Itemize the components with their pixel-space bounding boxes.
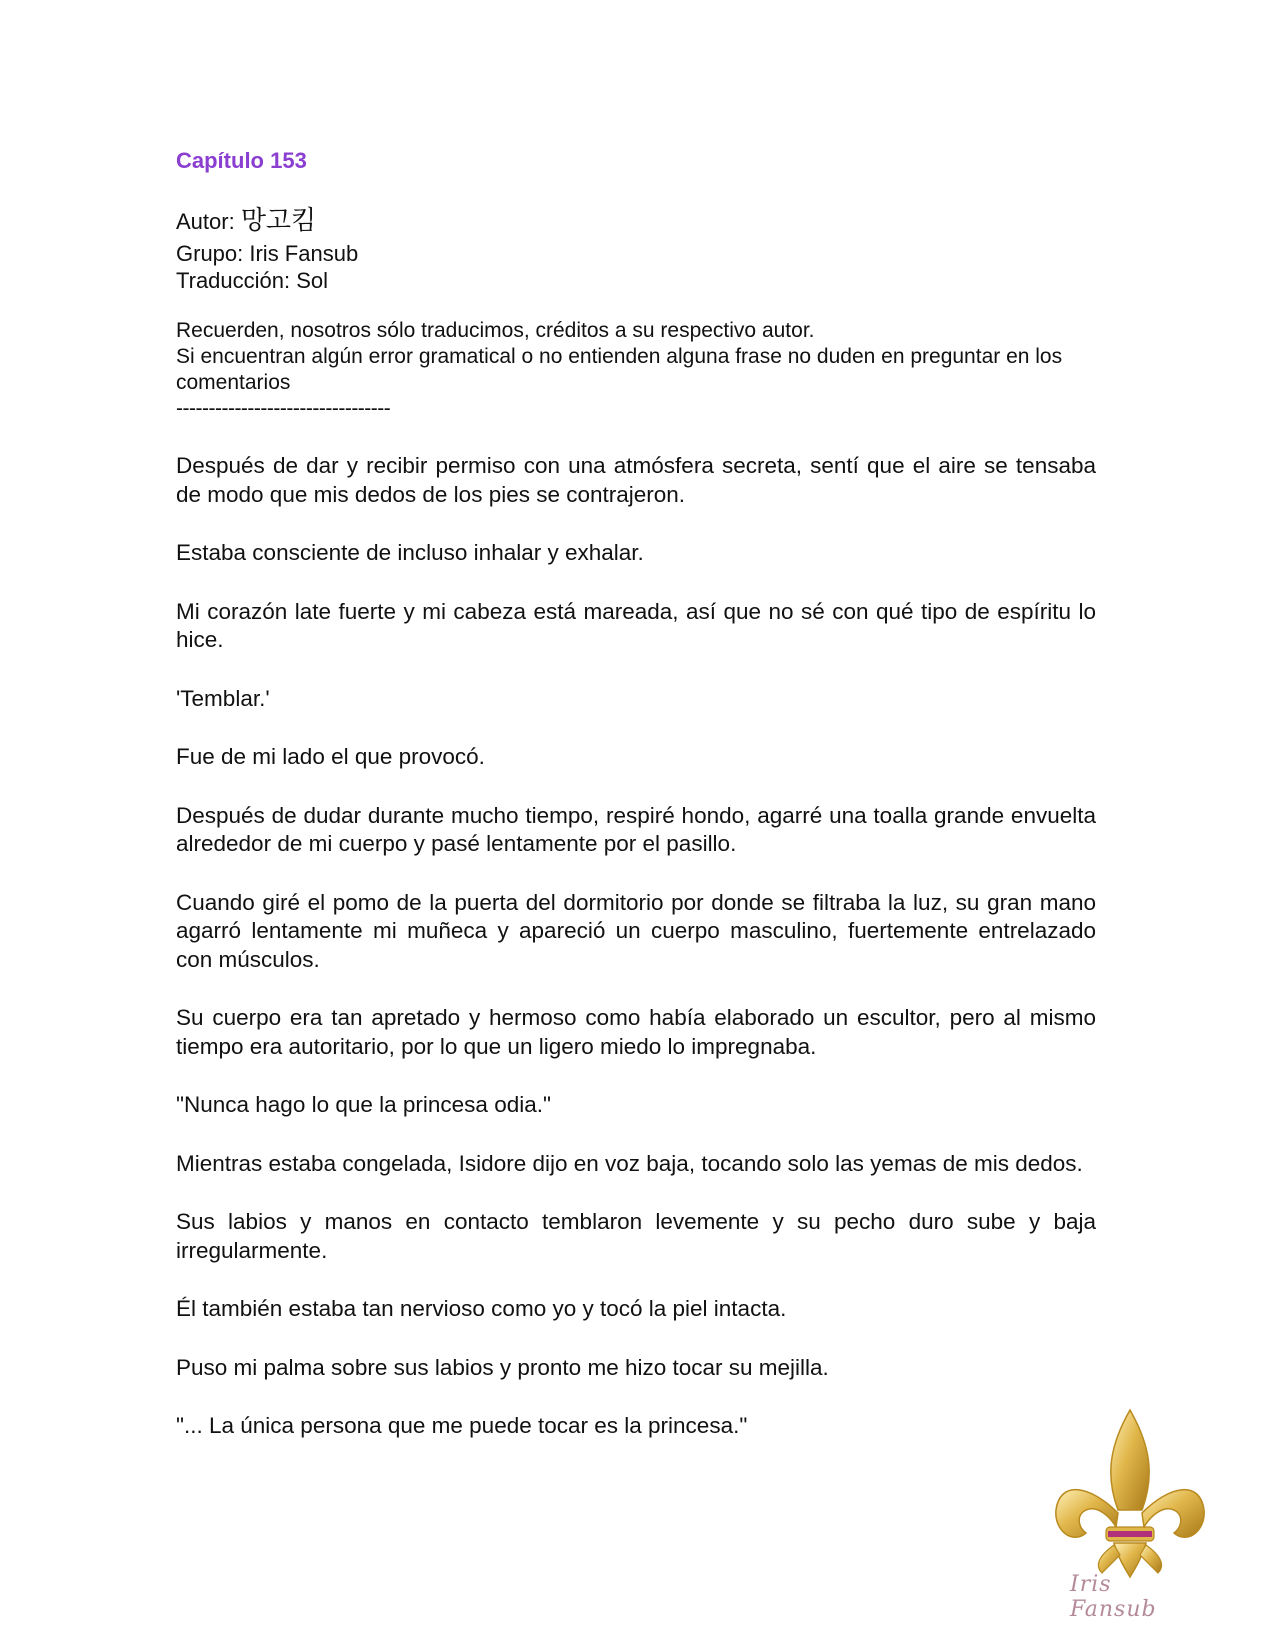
chapter-title: Capítulo 153	[176, 148, 307, 173]
paragraph: Él también estaba tan nervioso como yo y tocó la piel intacta.	[176, 1296, 787, 1321]
translation-line: Traducción: Sol	[176, 268, 329, 293]
paragraph: Su cuerpo era tan apretado y hermoso como había elaborado un escultor, pero al mismo tiempo era autoritario, por lo que un ligero miedo lo impregnaba.	[176, 1005, 1096, 1059]
center-petal	[1111, 1410, 1149, 1510]
paragraph: Después de dudar durante mucho tiempo, respiré hondo, agarré una toalla grande envuelta alrededor de mi cuerpo y pasé lentamente por el pasillo.	[176, 802, 1096, 856]
band-inner	[1108, 1531, 1152, 1537]
paragraph: Estaba consciente de incluso inhalar y exhalar.	[176, 540, 644, 565]
author-label: Autor:	[176, 209, 241, 234]
note-line-1: Recuerden, nosotros sólo traducimos, créditos a su respectivo autor.	[176, 319, 815, 342]
paragraph: Mi corazón late fuerte y mi cabeza está mareada, así que no sé con qué tipo de espíritu lo hice.	[176, 598, 1096, 652]
lower-left-curl	[1098, 1545, 1120, 1573]
author-name: 망고킴	[240, 205, 317, 235]
paragraph: Después de dar y recibir permiso con una atmósfera secreta, sentí que el aire se tensaba de modo que mis dedos de los pies se contrajeron.	[176, 453, 1096, 507]
text-divider: ---------------------------------	[176, 397, 391, 420]
lower-right-curl	[1140, 1545, 1162, 1573]
translator-notes	[176, 318, 1096, 422]
paragraph: Mientras estaba congelada, Isidore dijo en voz baja, tocando solo las yemas de mis dedos.	[176, 1150, 1083, 1176]
paragraph: "... La única persona que me puede tocar es la princesa."	[176, 1413, 748, 1438]
paragraph: Puso mi palma sobre sus labios y pronto me hizo tocar su mejilla.	[176, 1354, 829, 1380]
paragraph: Sus labios y manos en contacto temblaron levemente y su pecho duro sube y baja irregularmente.	[176, 1209, 1096, 1263]
document-content	[176, 146, 1096, 1471]
paragraph: Fue de mi lado el que provocó.	[176, 744, 485, 769]
paragraph: "Nunca hago lo que la princesa odia."	[176, 1092, 551, 1117]
paragraph: Cuando giré el pomo de la puerta del dormitorio por donde se filtraba la luz, su gran mano agarró lentamente mi muñeca y apareció un cuerpo masculino, fuertemente entrelazado con músculos.	[176, 889, 1096, 972]
chapter-body	[176, 452, 1096, 1441]
paragraph: 'Temblar.'	[176, 685, 270, 711]
credits-block	[176, 202, 1096, 294]
author-line	[176, 202, 1096, 240]
group-line: Grupo: Iris Fansub	[176, 241, 359, 266]
watermark-caption: Iris Fansub	[1070, 1572, 1157, 1622]
note-line-2: Si encuentran algún error gramatical o no entienden alguna frase no duden en preguntar en los comentarios	[176, 345, 1063, 394]
